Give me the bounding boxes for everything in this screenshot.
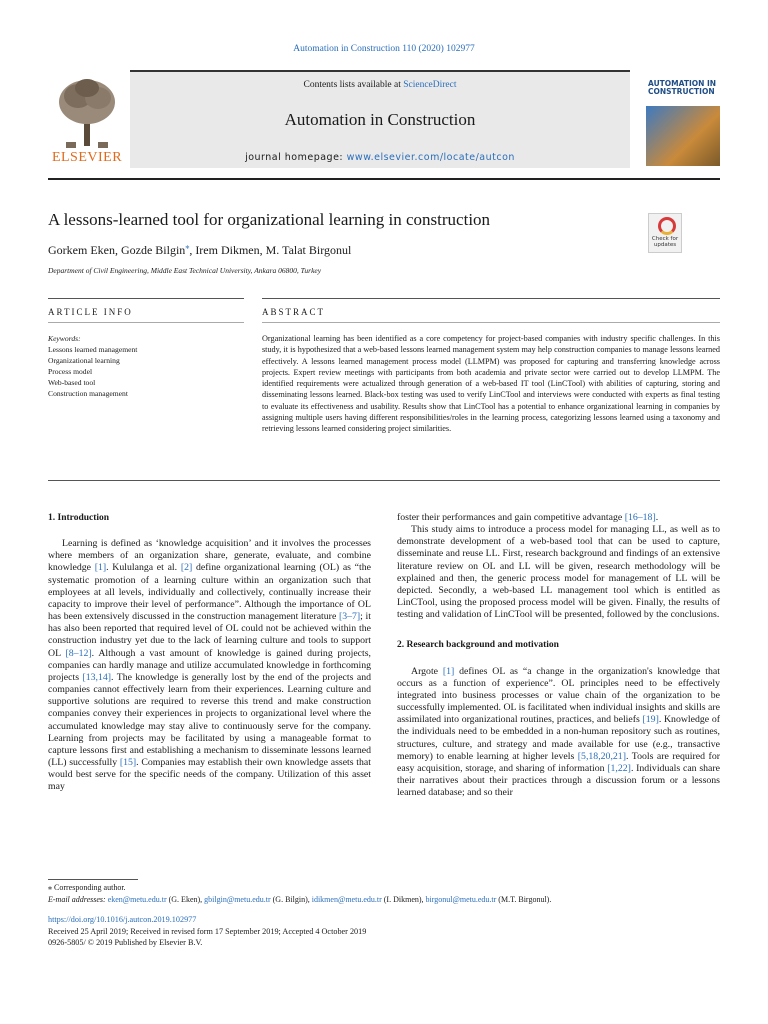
text-run: foster their performances and gain competitive advantage [397, 512, 625, 523]
paragraph-3 [397, 666, 720, 800]
footnotes [48, 882, 728, 905]
cover-photo [646, 106, 720, 166]
text-run: define organizational learning (OL) as “the systematic promotion of a learning culture within an organization such that employees at all levels, individually and collectively, continually increase their capacity to improve their level of performance”. Although the importance of OL has been extensively discussed in the construction management literature [48, 562, 372, 623]
homepage-link[interactable]: www.elsevier.com/locate/autcon [346, 152, 515, 163]
keyword-item: Organizational learning [48, 356, 120, 365]
paragraph-1 [48, 538, 371, 793]
section-gap [397, 621, 720, 639]
paragraph-1-continued [397, 512, 720, 524]
citation-link[interactable]: [15] [119, 756, 137, 768]
abstract-rule [262, 298, 720, 299]
text-run: Argote [411, 665, 443, 677]
copyright-line: 0926-5805/ © 2019 Published by Elsevier B.V. [48, 938, 203, 947]
keywords-divider [48, 322, 244, 323]
keywords-label: Keywords: [48, 334, 81, 343]
text-run: Learning is defined as ‘knowledge acquisition’ and it involves the processes where members of an organization share, generate, evaluate, and combine knowledge [48, 538, 371, 574]
text-run: . Companies may establish their own knowledge assets that would best serve for the specific needs of the company. Utilization of this asset may [48, 756, 371, 793]
text-run: . Although a vast amount of knowledge is gained during projects, companies can hardly manage and utilize accumulated knowledge in forthcoming projects [48, 647, 371, 683]
email-link[interactable]: eken@metu.edu.tr [107, 894, 167, 904]
citation-link[interactable]: [1] [442, 665, 455, 677]
affiliation: Department of Civil Engineering, Middle East Technical University, Ankara 06800, Turkey [48, 266, 322, 275]
journal-cover-image[interactable] [646, 70, 720, 166]
crossmark-badge[interactable] [648, 213, 682, 253]
citation-link[interactable]: [1,22] [607, 762, 631, 774]
body-column-right [397, 512, 720, 799]
citation-link[interactable]: [13,14] [82, 671, 112, 683]
paragraph-2: This study aims to introduce a process model for managing LL, as well as to demonstrate development of a web-based tool that can be used to capture, disseminate and reuse LL. First, research background and findings of an extensive literature review on OL and LL will be given, research methodology will be explained and then, the generic process model for management of LL will be depicted. Secondly, a web-based LL management tool which is entitled as LinCTool, using the proposed process model will be given. Finally, the results of testing and validation of LinCTool will be presented, followed by the conclusions. [397, 524, 720, 621]
crossmark-label: Check for updates [651, 236, 679, 248]
citation-link[interactable]: [16–18] [624, 512, 656, 523]
abstract-divider [262, 322, 720, 323]
article-info-bottom-rule [48, 480, 720, 481]
publication-info [48, 914, 366, 949]
email-link[interactable]: birgonul@metu.edu.tr [425, 894, 497, 904]
text-run: . Kululanga et al. [106, 562, 181, 574]
email-link[interactable]: gbilgin@metu.edu.tr [204, 894, 271, 904]
keyword-item: Process model [48, 367, 93, 376]
crossmark-icon [658, 217, 676, 235]
authors-part-2: , Irem Dikmen, M. Talat Birgonul [189, 243, 352, 257]
doi-link[interactable]: https://doi.org/10.1016/j.autcon.2019.102977 [48, 915, 197, 924]
text-run: . Individuals can share their narratives about their practices through a discussion forum or a lessons learned database; and so their [397, 762, 720, 799]
header-divider [48, 178, 720, 180]
homepage-line [130, 152, 630, 163]
publisher-wordmark: ELSEVIER [51, 150, 123, 165]
email-addresses [48, 894, 728, 906]
email-owner: (I. Dikmen), [381, 894, 426, 904]
section-heading-background: 2. Research background and motivation [397, 640, 559, 651]
email-label: E-mail addresses: [48, 894, 108, 904]
cover-title: AUTOMATION IN CONSTRUCTION [648, 79, 717, 96]
text-run: . Knowledge of the individuals need to be embedded in a non-human repository such as routines, structures, culture, and strategy and made available for use (e.g., transactive memory) to enable learning at higher levels [397, 714, 720, 762]
text-run: . The knowledge is generally lost by the end of the projects and companies cannot effectively learn from their experiences. Learning culture and supportive solutions are required to reverse this trend and make construction companies convey their experiences in projects to organizational level where the accumulated knowledge may stay alive to continuously serve for the company. Learning from projects may be facilitated by using a manageable format to capture lessons first and establishing a mechanism to disseminate lessons learned (LL) successfully [48, 671, 371, 768]
corresponding-author-mark[interactable]: ⁎ [185, 242, 190, 251]
keyword-item: Construction management [48, 389, 128, 398]
text-run: . Tools are required for easy acquisition, storage, and sharing of information [397, 750, 720, 774]
corresponding-author-note: ⁎ Corresponding author. [48, 883, 126, 892]
received-dates: Received 25 April 2019; Received in revised form 17 September 2019; Accepted 4 October 2019 [48, 926, 367, 936]
citation-link[interactable]: [3–7] [338, 611, 361, 623]
journal-reference[interactable]: Automation in Construction 110 (2020) 102977 [293, 44, 475, 54]
contents-line [130, 80, 630, 90]
email-owner: (G. Bilgin), [270, 894, 312, 904]
body-column-left [48, 512, 371, 793]
author-list [48, 242, 351, 258]
citation-link[interactable]: [19] [642, 714, 659, 726]
article-info-heading: ARTICLE INFO [48, 307, 133, 317]
email-owner: (G. Eken), [166, 894, 205, 904]
email-owner: (M.T. Birgonul). [496, 894, 552, 904]
abstract-text: Organizational learning has been identified as a core competency for project-based companies with industry specific challenges. In this study, it is hypothesized that a web-based lessons learned management system may help construction companies to manage lessons learned effectively. A lessons learned management process model (LLMPM) was proposed for capturing and transferring knowledge across projects. Expert review meetings with participants from both academia and private sector were carried out to develop LLMPM. The identified requirements were actualized through generation of a web-based IT tool (LinCTool) with abilities of capturing, storing and disseminating lessons learned. Black-box testing was used to verify LinCTool and interviews were conducted with experts as final testing to evaluate its effectiveness and usability. Results show that LinCTool has a potential to enhance organizational learning in companies by assigning multiple users having different responsibilities/roles in the learning process, categorizing lessons learned using a taxonomy and retrieving lessons learned considering project similarities. [262, 334, 720, 434]
text-run: . [655, 512, 659, 523]
masthead [48, 70, 720, 166]
homepage-prefix: journal homepage: [245, 152, 347, 163]
contents-prefix: Contents lists available at [303, 80, 404, 90]
abstract-heading: ABSTRACT [262, 307, 326, 317]
text-run: ; it has also been reported that required level of OL could not be achieved within the construction industry yet due to the lack of learning culture and tools to support OL [48, 611, 371, 659]
authors-part-1: Gorkem Eken, Gozde Bilgin [48, 243, 186, 257]
section-heading-introduction: 1. Introduction [48, 513, 110, 523]
article-info-rule [48, 298, 244, 299]
keyword-item: Lessons learned management [48, 345, 138, 354]
email-link[interactable]: idikmen@metu.edu.tr [311, 894, 382, 904]
citation-link[interactable]: [2] [180, 562, 193, 574]
citation-link[interactable]: [8–12] [65, 647, 92, 659]
article-title: A lessons-learned tool for organizational learning in construction [48, 210, 491, 229]
text-run: defines OL as “a change in the organization's knowledge that occurs as a function of experience”. OL principles need to be effectively integrated into business processes or value chain of the organization to be successfully implemented. OL is facilitated when individual insights and skills are assimilated into organizational routines, practices, and beliefs [397, 665, 720, 726]
citation-link[interactable]: [1] [94, 562, 107, 574]
keyword-item: Web-based tool [48, 378, 96, 387]
keywords-block [48, 333, 137, 399]
citation-link[interactable]: [5,18,20,21] [577, 750, 626, 762]
journal-title: Automation in Construction [284, 110, 476, 129]
footnote-rule [48, 879, 138, 880]
journal-banner [130, 70, 630, 168]
sciencedirect-link[interactable]: ScienceDirect [403, 80, 457, 90]
